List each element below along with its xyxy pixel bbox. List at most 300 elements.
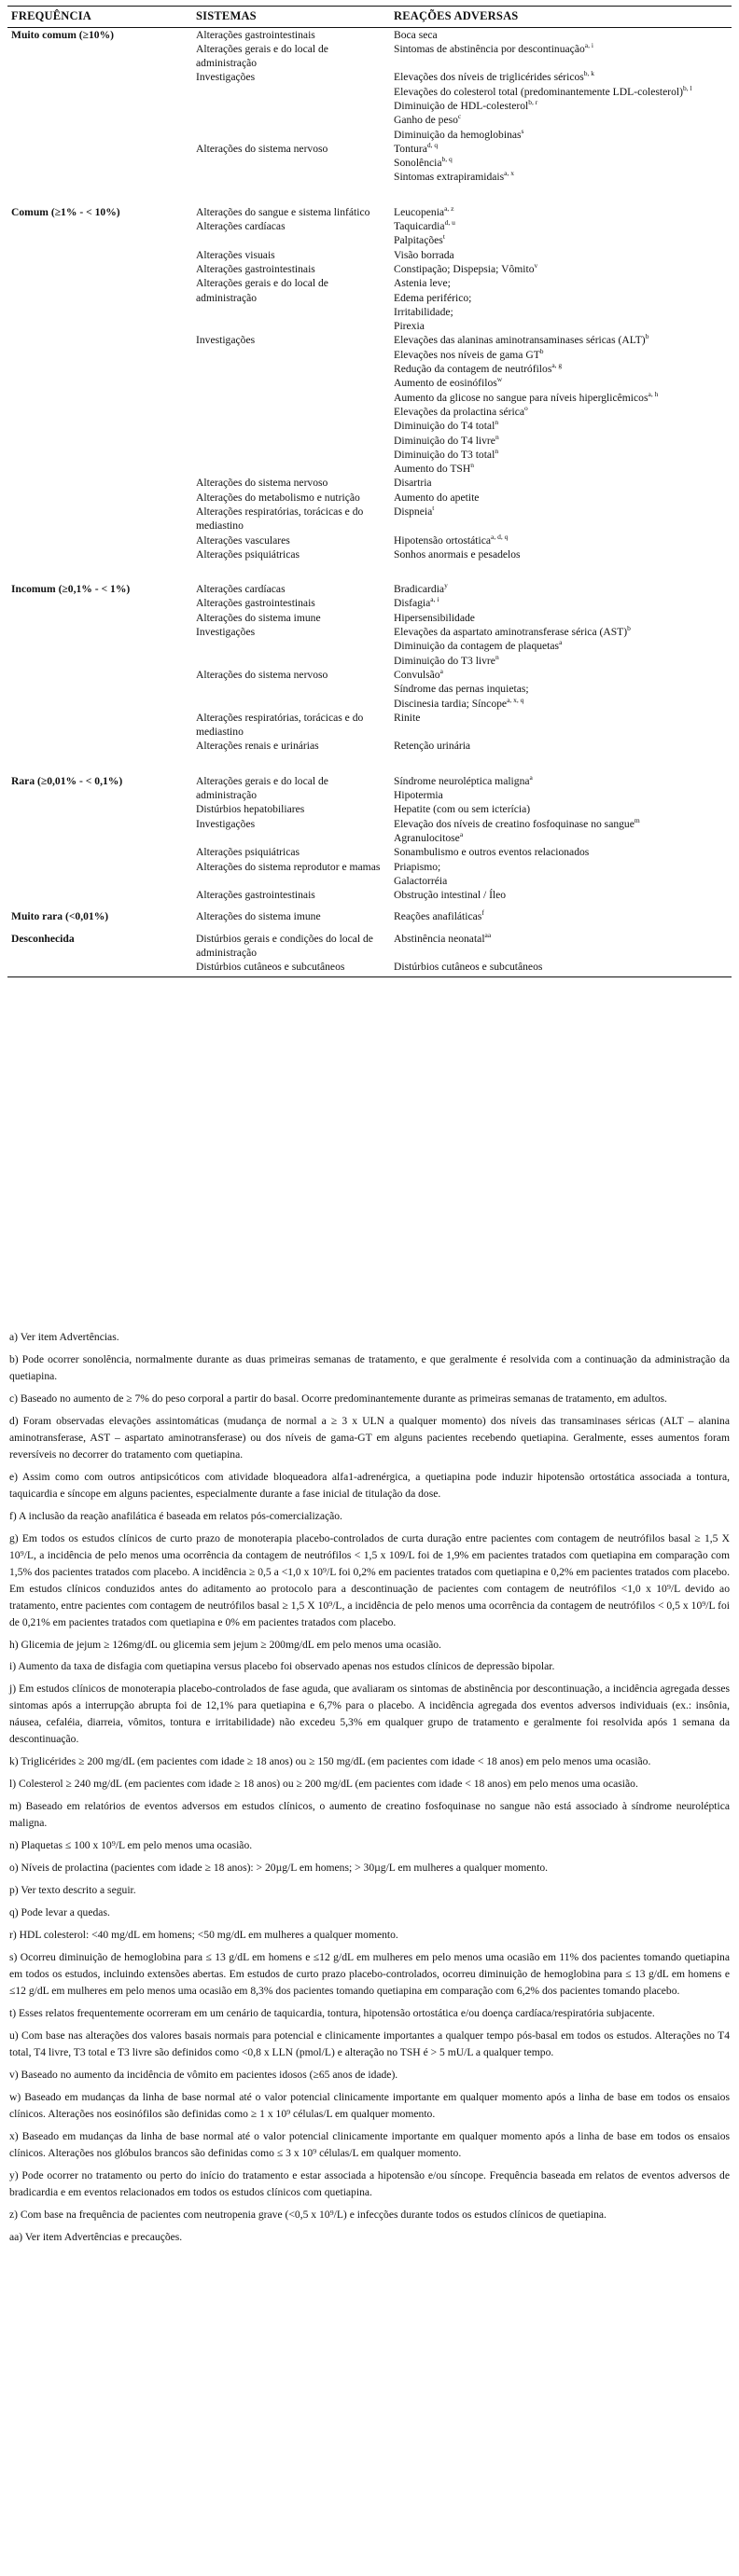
footnote: p) Ver texto descrito a seguir. — [9, 1884, 136, 1897]
reaction-text: Pirexia — [394, 320, 425, 333]
reaction-text: Hipotensão ortostática — [394, 533, 491, 547]
reaction-text: Diminuição do T3 livre — [394, 654, 495, 667]
reaction-text: Hipotermia — [394, 789, 443, 802]
system-cell: Alterações respiratórias, torácicas e do mediastino — [196, 506, 364, 533]
reaction-text: Edema periférico; — [394, 291, 472, 304]
footnote: o) Níveis de prolactina (pacientes com idade ≥ 18 anos): > 20µg/L em homens; > 30µg/L em mulheres a qualquer momento. — [9, 1862, 549, 1875]
reactions-cell — [390, 711, 732, 740]
reactions-cell — [390, 888, 732, 902]
reaction-item — [394, 874, 728, 888]
reaction-item — [394, 28, 728, 42]
table-row — [7, 333, 732, 476]
footnote: z) Com base na frequência de pacientes com neutropenia grave (<0,5 x 10⁹/L) e infecções durante todos os estudos clínicos de quetiapina. — [9, 2208, 607, 2221]
footnote: r) HDL colesterol: <40 mg/dL em homens; <50 mg/dL em mulheres a qualquer momento. — [9, 1929, 398, 1942]
frequency-cell — [7, 333, 192, 476]
reaction-item — [394, 305, 728, 319]
footnote-ref: a, z — [444, 203, 454, 213]
system-cell: Alterações visuais — [196, 248, 275, 261]
frequency-cell: Muito comum (≥10%) — [11, 28, 115, 41]
reaction-text: Reações anafiláticas — [394, 910, 482, 923]
reaction-text: Disfagia — [394, 597, 431, 610]
reaction-item — [394, 654, 728, 668]
table-row — [7, 932, 732, 961]
reaction-text: Disartria — [394, 477, 432, 490]
frequency-cell — [7, 142, 192, 185]
frequency-cell — [7, 505, 192, 533]
reactions-cell — [390, 817, 732, 846]
reaction-item — [394, 333, 728, 347]
system-cell: Alterações vasculares — [196, 533, 290, 547]
footnote: h) Glicemia de jejum ≥ 126mg/dL ou glicemia sem jejum ≥ 200mg/dL em pelo menos uma ocasião. — [9, 1638, 441, 1651]
reaction-item — [394, 711, 728, 725]
system-cell: Investigações — [196, 817, 256, 830]
reaction-item — [394, 391, 728, 405]
reaction-text: Sonolência — [394, 157, 442, 170]
reaction-item — [394, 405, 728, 419]
reaction-item — [394, 419, 728, 433]
footnote: a) Ver item Advertências. — [9, 1331, 119, 1343]
reaction-item — [394, 596, 728, 610]
reactions-cell — [390, 932, 732, 961]
frequency-cell — [7, 70, 192, 141]
reaction-text: Leucopenia — [394, 205, 445, 218]
reaction-item — [394, 42, 728, 56]
reactions-cell — [390, 27, 732, 42]
reaction-text: Distúrbios cutâneos e subcutâneos — [394, 961, 543, 974]
reactions-cell — [390, 611, 732, 625]
reaction-text: Aumento do apetite — [394, 491, 480, 504]
table-row — [7, 802, 732, 816]
reaction-item — [394, 533, 728, 547]
table-row — [7, 774, 732, 803]
system-cell: Alterações gastrointestinais — [196, 889, 315, 902]
footnote-ref: a — [459, 830, 464, 839]
footnote-ref: a, i — [430, 595, 439, 604]
frequency-cell — [7, 476, 192, 490]
reaction-text: Elevações da aspartato aminotransferase sérica (AST) — [394, 626, 628, 639]
reaction-item — [394, 170, 728, 184]
footnotes — [9, 1329, 730, 2251]
reaction-item — [394, 434, 728, 448]
table-row — [7, 817, 732, 846]
reaction-text: Diminuição do T3 total — [394, 448, 495, 461]
footnote-ref: y — [444, 581, 448, 590]
reactions-cell — [390, 909, 732, 923]
table-row — [7, 219, 732, 248]
reaction-item — [394, 376, 728, 390]
reaction-text: Sonambulismo e outros eventos relacionados — [394, 846, 590, 859]
reaction-text: Diminuição do T4 livre — [394, 434, 495, 447]
reaction-text: Diminuição da contagem de plaquetas — [394, 640, 560, 653]
reaction-item — [394, 491, 728, 505]
reaction-item — [394, 291, 728, 305]
group-spacer — [7, 902, 732, 909]
system-cell: Alterações psiquiátricas — [196, 846, 300, 859]
reactions-cell — [390, 547, 732, 561]
reactions-cell — [390, 491, 732, 505]
reaction-text: Retenção urinária — [394, 740, 471, 753]
table-row — [7, 205, 732, 219]
system-cell: Alterações gastrointestinais — [196, 262, 315, 275]
table-row — [7, 142, 732, 185]
reactions-cell — [390, 276, 732, 333]
reaction-item — [394, 233, 728, 247]
header-frequency: FREQUÊNCIA — [7, 7, 192, 28]
reaction-text: Priapismo; — [394, 860, 441, 873]
frequency-cell — [7, 888, 192, 902]
reaction-item — [394, 547, 728, 561]
reaction-text: Galactorréia — [394, 874, 448, 887]
frequency-cell — [7, 817, 192, 846]
reaction-text: Sonhos anormais e pesadelos — [394, 547, 521, 561]
footnote-ref: t — [432, 504, 435, 513]
footnote-ref: a, g — [551, 361, 563, 370]
system-cell: Alterações respiratórias, torácicas e do mediastino — [196, 711, 364, 739]
frequency-cell: Desconhecida — [11, 932, 75, 945]
footnote: aa) Ver item Advertências e precauções. — [9, 2230, 183, 2243]
footnote-ref: b, r — [528, 98, 538, 107]
table-row — [7, 960, 732, 976]
footnote-ref: n — [495, 652, 499, 661]
reaction-item — [394, 774, 728, 788]
reaction-item — [394, 219, 728, 233]
footnote: w) Baseado em mudanças da linha de base normal até o valor potencial clinicamente importante em qualquer momento após a linha de base em todos os ensaios clínicos. Alterações nos eosinófilos são definidas como ≥ 1 x 10⁹ células/L em qualquer momento. — [9, 2090, 730, 2120]
system-cell: Alterações gerais e do local de administração — [196, 277, 328, 304]
footnote: e) Assim como com outros antipsicóticos com atividade bloqueadora alfa1-adrenérgica, a quetiapina pode induzir hipotensão ortostática associada a tontura, taquicardia e síncope em alguns pacientes, especialmente durante a fase inicial de titulação da dose. — [9, 1470, 730, 1500]
reaction-item — [394, 668, 728, 682]
system-cell: Distúrbios cutâneos e subcutâneos — [192, 960, 390, 976]
frequency-cell — [7, 960, 192, 976]
footnote-ref: t — [442, 232, 445, 242]
reaction-item — [394, 888, 728, 902]
footnote-ref: v — [534, 261, 538, 270]
reaction-item — [394, 845, 728, 859]
reaction-text: Astenia leve; — [394, 277, 451, 290]
footnote-ref: d, q — [426, 141, 439, 150]
reaction-text: Elevação dos níveis de creatino fosfoquinase no sangue — [394, 817, 634, 830]
reaction-text: Hepatite (com ou sem icterícia) — [394, 803, 531, 816]
footnote-ref: a, d, q — [491, 532, 509, 541]
reactions-cell — [390, 205, 732, 219]
reaction-text: Elevações nos níveis de gama GT — [394, 348, 540, 361]
reaction-text: Diminuição da hemoglobinas — [394, 128, 522, 141]
reaction-item — [394, 85, 728, 99]
footnote-ref: m — [634, 815, 640, 824]
reaction-text: Visão borrada — [394, 248, 454, 261]
footnote-ref: n — [495, 432, 499, 441]
reaction-text: Aumento de eosinófilos — [394, 377, 497, 390]
frequency-cell: Comum (≥1% - < 10%) — [11, 205, 120, 218]
system-cell: Alterações do sistema nervoso — [196, 668, 328, 681]
footnote-ref: a, x, q — [507, 695, 524, 704]
reaction-item — [394, 639, 728, 653]
footnote-ref: aa — [484, 930, 492, 939]
reaction-text: Convulsão — [394, 668, 440, 681]
table-row — [7, 262, 732, 276]
system-cell: Alterações gastrointestinais — [196, 597, 315, 610]
reaction-item — [394, 802, 728, 816]
system-cell: Distúrbios gerais e condições do local de administração — [196, 932, 373, 960]
system-cell: Alterações do sistema imune — [196, 611, 321, 624]
table-row — [7, 711, 732, 740]
reactions-cell — [390, 845, 732, 859]
table-row — [7, 668, 732, 711]
table-row — [7, 533, 732, 547]
reaction-text: Abstinência neonatal — [394, 932, 485, 945]
group-spacer — [7, 754, 732, 774]
reaction-item — [394, 932, 728, 946]
reaction-text: Rinite — [394, 711, 421, 724]
reactions-cell — [390, 582, 732, 596]
reaction-item — [394, 817, 728, 831]
table-row — [7, 845, 732, 859]
reaction-text: Aumento da glicose no sangue para níveis hiperglicêmicos — [394, 391, 648, 404]
footnote-ref: a, h — [648, 389, 659, 398]
frequency-cell: Rara (≥0,01% - < 0,1%) — [11, 774, 123, 787]
footnote-ref: b, l — [683, 83, 692, 92]
footnote: b) Pode ocorrer sonolência, normalmente durante as duas primeiras semanas de tratamento, e que geralmente é resolvida com a continuação da administração da quetiapina. — [9, 1352, 730, 1382]
reaction-text: Obstrução intestinal / Íleo — [394, 889, 507, 902]
reaction-item — [394, 505, 728, 519]
system-cell: Distúrbios hepatobiliares — [196, 803, 305, 816]
footnote: x) Baseado em mudanças da linha de base normal até o valor potencial clinicamente importante em qualquer momento após a linha de base em todos os ensaios clínicos. Alterações nos glóbulos brancos são definidas como ≤ 3 x 10⁹ células/L em qualquer momento. — [9, 2129, 730, 2159]
reaction-text: Síndrome neuroléptica maligna — [394, 774, 530, 787]
system-cell: Alterações gerais e do local de administração — [196, 774, 328, 802]
footnote-ref: f — [481, 908, 484, 918]
reaction-text: Elevações da prolactina sérica — [394, 405, 525, 418]
footnote-ref: n — [495, 446, 499, 455]
footnote: s) Ocorreu diminuição de hemoglobina para ≤ 13 g/dL em homens e ≤12 g/dL em mulheres em pelo menos uma ocasião em 11% dos pacientes tomando quetiapina em todos os estudos, incluindo extensões abertas. Em estudos de curto prazo placebo-controlados, ocorreu diminuição de hemoglobina para ≤ 13 g/dL em homens e ≤12 g/dL em mulheres em pelo menos uma ocasião em 8,3% dos pacientes tomando quetiapina em comparação com 6,2% dos pacientes tomando placebo. — [9, 1951, 730, 1997]
footnote: i) Aumento da taxa de disfagia com quetiapina versus placebo foi observado apenas nos estudos clínicos de depressão bipolar. — [9, 1660, 555, 1673]
footnote: c) Baseado no aumento de ≥ 7% do peso corporal a partir do basal. Ocorre predominantemente durante as primeiras semanas de tratamento, em adultos. — [9, 1392, 667, 1405]
reaction-item — [394, 248, 728, 262]
group-spacer — [7, 924, 732, 932]
reactions-cell — [390, 476, 732, 490]
header-systems: SISTEMAS — [192, 7, 390, 28]
system-cell: Alterações do sistema reprodutor e mamas — [196, 860, 381, 873]
frequency-cell — [7, 42, 192, 71]
reaction-text: Constipação; Dispepsia; Vômito — [394, 262, 535, 275]
frequency-cell — [7, 248, 192, 262]
footnote: l) Colesterol ≥ 240 mg/dL (em pacientes com idade ≥ 18 anos) ou ≥ 200 mg/dL (em pacientes com idade < 18 anos) em pelo menos uma ocasião. — [9, 1778, 638, 1791]
system-cell: Alterações gerais e do local de administração — [196, 42, 328, 70]
frequency-cell — [7, 625, 192, 668]
reaction-text: Elevações dos níveis de triglicérides séricos — [394, 71, 584, 84]
system-cell: Investigações — [196, 626, 256, 639]
reactions-cell — [390, 860, 732, 889]
footnote-ref: n — [470, 461, 474, 470]
reaction-item — [394, 860, 728, 874]
frequency-cell — [7, 533, 192, 547]
frequency-cell: Incomum (≥0,1% - < 1%) — [11, 583, 131, 596]
table-row — [7, 476, 732, 490]
reaction-text: Síndrome das pernas inquietas; — [394, 683, 529, 696]
frequency-cell — [7, 491, 192, 505]
reactions-cell — [390, 802, 732, 816]
reaction-text: Aumento do TSH — [394, 463, 471, 476]
reactions-cell — [390, 70, 732, 141]
reaction-text: Ganho de peso — [394, 114, 458, 127]
reaction-item — [394, 262, 728, 276]
reaction-text: Sintomas de abstinência por descontinuação — [394, 42, 585, 55]
table-row — [7, 860, 732, 889]
table-row — [7, 491, 732, 505]
reaction-item — [394, 909, 728, 923]
reaction-text: Diminuição do T4 total — [394, 420, 495, 433]
frequency-cell — [7, 219, 192, 248]
reaction-text: Redução da contagem de neutrófilos — [394, 363, 552, 376]
reactions-cell — [390, 42, 732, 71]
reaction-text: Elevações do colesterol total (predominantemente LDL-colesterol) — [394, 85, 684, 98]
footnote-ref: b, q — [441, 155, 453, 164]
group-spacer — [7, 561, 732, 582]
system-cell: Investigações — [196, 334, 256, 347]
table-row — [7, 27, 732, 42]
footnote-ref: a — [559, 638, 563, 647]
reaction-item — [394, 788, 728, 802]
reaction-item — [394, 156, 728, 170]
reaction-item — [394, 682, 728, 696]
table-row — [7, 276, 732, 333]
table-row — [7, 582, 732, 596]
frequency-cell — [7, 802, 192, 816]
reaction-item — [394, 348, 728, 362]
footnote: m) Baseado em relatórios de eventos adversos em estudos clínicos, o aumento de creatino fosfoquinase no sangue não está associado à síndrome neuroléptica maligna. — [9, 1800, 730, 1830]
table-row — [7, 909, 732, 923]
reaction-text: Sintomas extrapiramidais — [394, 171, 505, 184]
system-cell: Alterações cardíacas — [196, 220, 286, 233]
frequency-cell — [7, 711, 192, 740]
table-row — [7, 596, 732, 610]
reaction-text: Elevações das alaninas aminotransaminases séricas (ALT) — [394, 334, 646, 347]
footnote: q) Pode levar a quedas. — [9, 1906, 110, 1919]
adverse-reactions-table — [7, 6, 732, 977]
reaction-item — [394, 476, 728, 490]
frequency-cell — [7, 611, 192, 625]
table-row — [7, 70, 732, 141]
frequency-cell — [7, 845, 192, 859]
table-row — [7, 739, 732, 753]
reactions-cell — [390, 739, 732, 753]
footnote: y) Pode ocorrer no tratamento ou perto do início do tratamento e estar associada a hipotensão e/ou síncope. Frequência baseada em relatos de eventos adversos de bradicardia e em eventos relacionados em todos os estudos clínicos com quetiapina. — [9, 2168, 730, 2198]
reaction-item — [394, 831, 728, 845]
footnote-ref: c — [457, 112, 462, 121]
reaction-text: Bradicardia — [394, 583, 445, 596]
frequency-cell: Muito rara (<0,01%) — [11, 910, 109, 923]
footnote: v) Baseado no aumento da incidência de vômito em pacientes idosos (≥65 anos de idade). — [9, 2068, 398, 2081]
frequency-cell — [7, 547, 192, 561]
footnote-ref: a, x — [504, 169, 515, 178]
table-body — [7, 27, 732, 976]
system-cell: Alterações do sistema nervoso — [196, 142, 328, 155]
system-cell: Alterações do sistema nervoso — [196, 477, 328, 490]
table-row — [7, 888, 732, 902]
table-row — [7, 505, 732, 533]
reaction-text: Tontura — [394, 142, 427, 155]
frequency-cell — [7, 276, 192, 333]
reaction-item — [394, 448, 728, 462]
reaction-text: Irritabilidade; — [394, 305, 453, 318]
reaction-item — [394, 625, 728, 639]
frequency-cell — [7, 860, 192, 889]
reaction-text: Taquicardia — [394, 220, 445, 233]
reaction-item — [394, 276, 728, 290]
reaction-item — [394, 462, 728, 476]
reactions-cell — [390, 262, 732, 276]
footnote-ref: s — [521, 126, 524, 135]
footnote: u) Com base nas alterações dos valores basais normais para potencial e clinicamente importantes a qualquer tempo pós-basal em todos os estudos. Alterações no T4 total, T4 livre, T3 total e T3 livre são definidos como <0,8 x LLN (pmol/L) e alteração no TSH é > 5 mU/L a qualquer tempo. — [9, 2029, 730, 2058]
footnote-ref: b — [645, 332, 649, 341]
footnote-ref: b, k — [583, 69, 595, 78]
system-cell: Alterações psiquiátricas — [196, 547, 300, 561]
system-cell: Alterações cardíacas — [196, 583, 286, 596]
footnote-ref: w — [496, 375, 503, 384]
reaction-item — [394, 739, 728, 753]
table-row — [7, 547, 732, 561]
footnote: k) Triglicérides ≥ 200 mg/dL (em pacientes com idade ≥ 18 anos) ou ≥ 150 mg/dL (em pacientes com idade < 18 anos) em pelo menos uma ocasião. — [9, 1755, 651, 1768]
footnote-ref: a, i — [584, 40, 593, 49]
footnote: j) Em estudos clínicos de monoterapia placebo-controlados de fase aguda, que avaliaram os sintomas de abstinência por descontinuação, a incidência agregada desses sintomas após a interrupção abrupta foi de 12,1% para quetiapina e 6,7% para o placebo. A incidência agregada dos eventos adversos individuais (ex.: insônia, náusea, cefaléia, diarreia, vômitos, tontura e irritabilidade) não excedeu 5,3% em qualquer grupo de tratamento e geralmente foi resolvida após 1 semana da descontinuação. — [9, 1683, 730, 1746]
footnote-ref: a — [439, 667, 443, 676]
footnote-ref: a — [529, 772, 533, 782]
reactions-cell — [390, 248, 732, 262]
footnote-ref: b — [539, 346, 544, 355]
table-header-row — [7, 7, 732, 28]
reaction-item — [394, 362, 728, 376]
reaction-item — [394, 99, 728, 113]
system-cell: Alterações do metabolismo e nutrição — [196, 491, 360, 504]
footnote-ref: d, u — [444, 218, 455, 228]
reactions-cell — [390, 596, 732, 610]
footnote: f) A inclusão da reação anafilática é baseada em relatos pós-comercialização. — [9, 1509, 342, 1522]
table-row — [7, 611, 732, 625]
reaction-item — [394, 582, 728, 596]
reaction-item — [394, 70, 728, 84]
reaction-item — [394, 611, 728, 625]
system-cell: Alterações renais e urinárias — [196, 740, 319, 753]
system-cell: Alterações do sistema imune — [196, 910, 321, 923]
footnote: g) Em todos os estudos clínicos de curto prazo de monoterapia placebo-controlados de curta duração entre pacientes com contagem de neutrófilos basal ≥ 1,5 X 10⁹/L, a incidência de pelo menos uma ocorrência da contagem de neutrófilos < 1,5 x 109/L foi de 1,9% em pacientes tratados com quetiapina em comparação com 1,5% dos pacientes tratados com placebo. A incidência ≥ 0,5 a <1,0 x 10⁹/L foi 0,2% em pacientes tratados com quetiapina e 0,2% em pacientes tratados com placebo. Em estudos clínicos conduzidos antes do aditamento ao protocolo para a descontinuação de pacientes com contagem de neutrófilos <1,0 x 10⁹/L devido ao tratamento, entre pacientes com contagem de neutrófilos basal ≥ 1,5 X 10⁹/L, a incidência de pelo menos uma ocorrência da contagem de neutrófilos < 0,5 x 10⁹/L foi de 0,21% em pacientes tratados com quetiapina e 0% em pacientes tratados com placebo. — [9, 1531, 730, 1628]
group-spacer — [7, 185, 732, 205]
system-cell: Alterações do sangue e sistema linfático — [196, 205, 370, 218]
frequency-cell — [7, 596, 192, 610]
reaction-item — [394, 319, 728, 333]
reaction-item — [394, 113, 728, 127]
reactions-cell — [390, 960, 732, 976]
reactions-cell — [390, 219, 732, 248]
table-row — [7, 248, 732, 262]
reaction-item — [394, 960, 728, 974]
footnote: d) Foram observadas elevações assintomáticas (mudança de normal a ≥ 3 x ULN a qualquer momento) dos níveis das transaminases séricas (ALT – alanina aminotransferase, AST – aspartato aminotransferase) ou dos níveis de gama-GT em alguns pacientes recebendo quetiapina. Geralmente, esses aumentos foram reversíveis no decorrer do tratamento com quetiapina. — [9, 1414, 730, 1461]
reaction-text: Diminuição de HDL-colesterol — [394, 99, 529, 112]
table-row — [7, 625, 732, 668]
footnote: n) Plaquetas ≤ 100 x 10⁹/L em pelo menos uma ocasião. — [9, 1839, 253, 1852]
reaction-item — [394, 142, 728, 156]
reactions-cell — [390, 505, 732, 533]
frequency-cell — [7, 262, 192, 276]
reaction-text: Discinesia tardia; Síncope — [394, 697, 508, 710]
reaction-text: Palpitações — [394, 234, 443, 247]
footnote: t) Esses relatos frequentemente ocorreram em um cenário de taquicardia, tontura, hipotensão ortostática e/ou doença cardíaca/respiratória subjacente. — [9, 2006, 655, 2019]
reaction-text: Agranulocitose — [394, 831, 460, 844]
footnote-ref: b — [627, 624, 631, 633]
reactions-cell — [390, 333, 732, 476]
reaction-text: Boca seca — [394, 28, 438, 41]
footnote-ref: o — [524, 404, 528, 413]
frequency-cell — [7, 668, 192, 711]
system-cell: Investigações — [196, 71, 256, 84]
reaction-item — [394, 697, 728, 711]
